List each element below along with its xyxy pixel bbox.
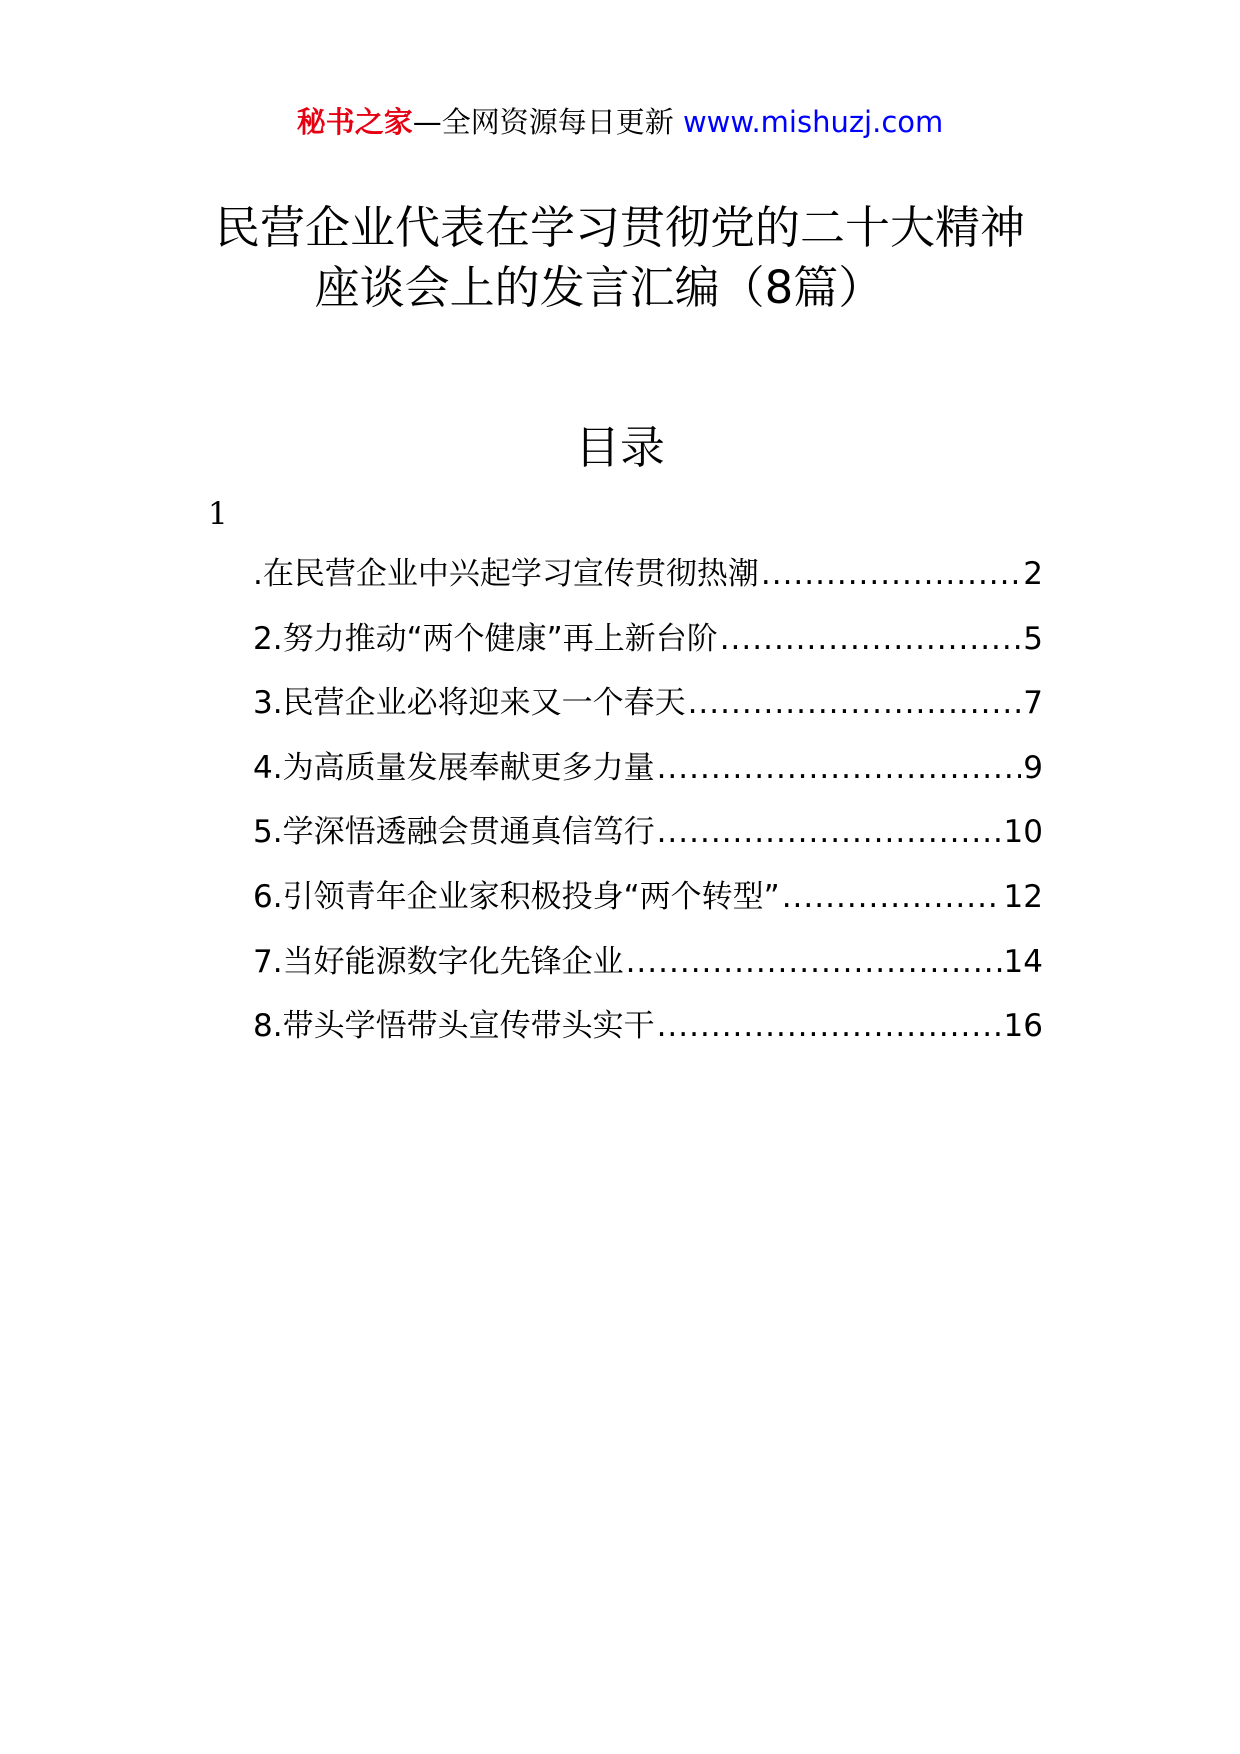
toc-entry[interactable]: [253, 552, 1043, 617]
toc-dot-leader: [761, 552, 1021, 596]
toc-entry-title: 2.努力推动“两个健康”再上新台阶: [253, 620, 718, 657]
document-title-line-1: 民营企业代表在学习贯彻党的二十大精神: [214, 201, 1025, 254]
toc-entry-page: 14: [1003, 943, 1043, 980]
document-title: [0, 198, 1240, 318]
toc-entry-title: 3.民营企业必将迎来又一个春天: [253, 685, 686, 722]
header-tagline: —全网资源每日更新: [412, 105, 683, 139]
toc-entry[interactable]: [253, 875, 1043, 940]
toc-entry[interactable]: [253, 940, 1043, 1005]
toc-entry-page: 7: [1023, 685, 1043, 722]
toc-entry[interactable]: [253, 746, 1043, 811]
toc-entry[interactable]: [253, 1004, 1043, 1069]
document-title-line-2: 座谈会上的发言汇编（8篇）: [314, 261, 884, 314]
toc-dot-leader: [657, 1004, 1002, 1048]
toc-entry-title: 8.带头学悟带头宣传带头实干: [253, 1008, 655, 1045]
brand-name: 秘书之家: [296, 105, 413, 139]
toc-entry-page: 10: [1003, 814, 1043, 851]
toc-entry-page: 16: [1003, 1008, 1043, 1045]
toc-dot-leader: [657, 810, 1002, 854]
toc-dot-leader: [720, 617, 1022, 661]
toc-dot-leader: [626, 940, 1002, 984]
toc-entry-title: 7.当好能源数字化先锋企业: [253, 943, 624, 980]
toc-entry[interactable]: [253, 617, 1043, 682]
toc-entry-page: 12: [1003, 878, 1043, 915]
toc-entry-title: 5.学深悟透融会贯通真信笃行: [253, 814, 655, 851]
site-url-link[interactable]: www.mishuzj.com: [682, 105, 944, 139]
toc-dot-leader: [657, 746, 1022, 790]
table-of-contents: [253, 552, 1043, 1069]
toc-entry-page: 9: [1023, 749, 1043, 786]
stray-number: 1: [208, 496, 228, 532]
toc-entry-page: 5: [1023, 620, 1043, 657]
toc-entry[interactable]: [253, 810, 1043, 875]
toc-dot-leader: [688, 681, 1022, 725]
toc-entry-title: 6.引领青年企业家积极投身“两个转型”: [253, 878, 780, 915]
toc-entry[interactable]: [253, 681, 1043, 746]
toc-entry-page: 2: [1023, 556, 1043, 592]
toc-entry-title: 4.为高质量发展奉献更多力量: [253, 749, 655, 786]
toc-dot-leader: [782, 875, 1002, 919]
toc-entry-title: .在民营企业中兴起学习宣传贯彻热潮: [253, 556, 759, 592]
site-header: [0, 102, 1240, 142]
toc-heading: 目录: [574, 421, 665, 474]
